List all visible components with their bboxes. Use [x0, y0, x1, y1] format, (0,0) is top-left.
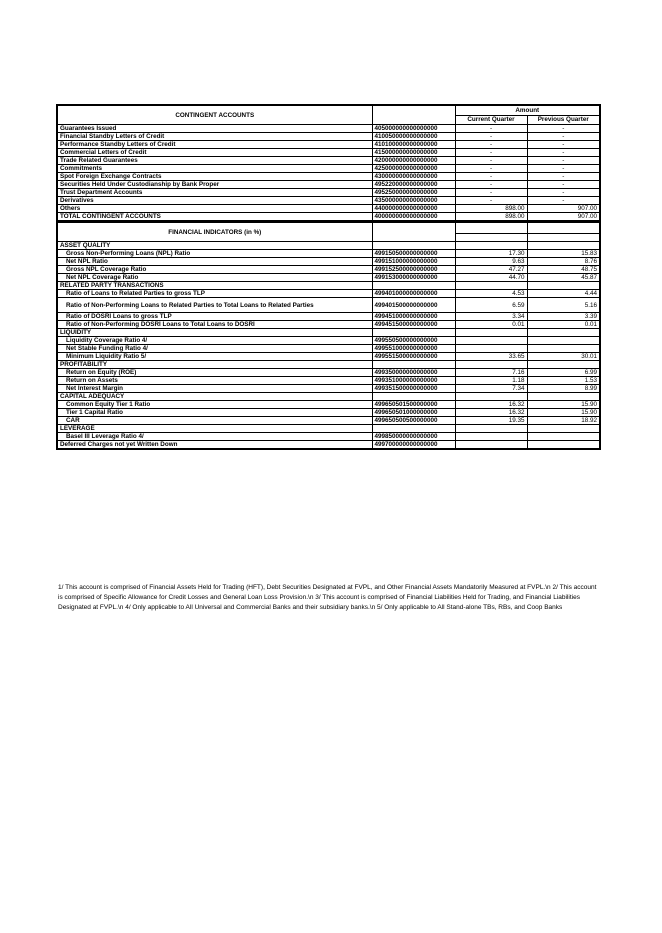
previous-quarter-header: Previous Quarter	[527, 115, 600, 124]
row-label: Ratio of Non-Performing Loans to Related Parties to Total Loans to Related Parties	[57, 298, 372, 313]
previous-quarter-value: -	[527, 197, 600, 205]
account-code: 499401000000000000	[372, 290, 455, 298]
previous-quarter-value	[527, 329, 600, 337]
account-code	[372, 361, 455, 369]
indicator-row	[57, 393, 600, 401]
row-label: CAPITAL ADEQUACY	[57, 393, 372, 401]
previous-quarter-value: -	[527, 173, 600, 181]
current-quarter-value: 16.32	[455, 409, 527, 417]
previous-quarter-value: 8.99	[527, 385, 600, 393]
row-label: Ratio of DOSRI Loans to gross TLP	[57, 313, 372, 321]
contingent-row	[57, 181, 600, 189]
account-code: 400000000000000000	[372, 213, 455, 222]
account-code	[372, 282, 455, 290]
current-quarter-value: -	[455, 141, 527, 149]
contingent-accounts-table	[56, 104, 601, 222]
indicator-row	[57, 401, 600, 409]
financial-indicators-title: FINANCIAL INDICATORS (in %)	[57, 223, 372, 242]
current-quarter-value: -	[455, 157, 527, 165]
indicator-row	[57, 274, 600, 282]
indicator-row	[57, 417, 600, 425]
contingent-row	[57, 165, 600, 173]
account-code: 499351000000000000	[372, 377, 455, 385]
previous-quarter-value: -	[527, 133, 600, 141]
row-label: Gross Non-Performing Loans (NPL) Ratio	[57, 250, 372, 258]
row-label: Guarantees Issued	[57, 125, 372, 133]
indicator-row	[57, 258, 600, 266]
current-quarter-value	[455, 242, 527, 250]
account-code: 495250000000000000	[372, 189, 455, 197]
account-code: 495220000000000000	[372, 181, 455, 189]
previous-quarter-value	[527, 441, 600, 450]
contingent-row	[57, 157, 600, 165]
previous-quarter-value: 0.01	[527, 321, 600, 329]
code-header-blank	[372, 105, 455, 125]
account-code: 499350000000000000	[372, 369, 455, 377]
previous-quarter-value: -	[527, 189, 600, 197]
row-label: Net Interest Margin	[57, 385, 372, 393]
current-quarter-value: -	[455, 197, 527, 205]
current-quarter-value	[455, 425, 527, 433]
indicator-row	[57, 441, 600, 450]
row-label: ASSET QUALITY	[57, 242, 372, 250]
contingent-row	[57, 213, 600, 222]
account-code: 410050000000000000	[372, 133, 455, 141]
row-label: Net NPL Coverage Ratio	[57, 274, 372, 282]
previous-quarter-value: 15.90	[527, 401, 600, 409]
previous-quarter-value: -	[527, 181, 600, 189]
account-code: 499401500000000000	[372, 298, 455, 313]
current-quarter-value: -	[455, 173, 527, 181]
row-label: TOTAL CONTINGENT ACCOUNTS	[57, 213, 372, 222]
current-quarter-value: 4.53	[455, 290, 527, 298]
row-label: Net Stable Funding Ratio 4/	[57, 345, 372, 353]
row-label: Return on Equity (ROE)	[57, 369, 372, 377]
account-code: 435000000000000000	[372, 197, 455, 205]
indicator-row	[57, 290, 600, 298]
previous-quarter-value: -	[527, 125, 600, 133]
current-quarter-value	[455, 345, 527, 353]
account-code	[372, 425, 455, 433]
row-label: RELATED PARTY TRANSACTIONS	[57, 282, 372, 290]
previous-quarter-value: 907.00	[527, 205, 600, 213]
previous-quarter-value: -	[527, 165, 600, 173]
contingent-row	[57, 205, 600, 213]
current-quarter-value: -	[455, 125, 527, 133]
current-quarter-header: Current Quarter	[455, 115, 527, 124]
financial-report-sheet	[56, 104, 599, 450]
account-code: 499451000000000000	[372, 313, 455, 321]
row-label: Common Equity Tier 1 Ratio	[57, 401, 372, 409]
previous-quarter-value: 30.01	[527, 353, 600, 361]
current-quarter-value	[455, 337, 527, 345]
contingent-row	[57, 149, 600, 157]
account-code: 499151000000000000	[372, 258, 455, 266]
financial-indicators-table	[56, 222, 601, 450]
row-label: Net NPL Ratio	[57, 258, 372, 266]
previous-quarter-value: 15.90	[527, 409, 600, 417]
row-label: Securities Held Under Custodianship by Bank Proper	[57, 181, 372, 189]
contingent-row	[57, 189, 600, 197]
row-label: LEVERAGE	[57, 425, 372, 433]
row-label: Liquidity Coverage Ratio 4/	[57, 337, 372, 345]
contingent-row	[57, 133, 600, 141]
account-code: 499650500500000000	[372, 417, 455, 425]
account-code: 415000000000000000	[372, 149, 455, 157]
indicator-row	[57, 385, 600, 393]
previous-quarter-value: -	[527, 149, 600, 157]
previous-quarter-value	[527, 242, 600, 250]
account-code: 405000000000000000	[372, 125, 455, 133]
previous-quarter-value	[527, 393, 600, 401]
previous-quarter-value: 3.39	[527, 313, 600, 321]
previous-quarter-value: 45.87	[527, 274, 600, 282]
account-code	[372, 329, 455, 337]
previous-quarter-value: 1.53	[527, 377, 600, 385]
current-quarter-value: -	[455, 165, 527, 173]
row-label: Derivatives	[57, 197, 372, 205]
indicator-row	[57, 361, 600, 369]
account-code: 499850000000000000	[372, 433, 455, 441]
current-quarter-value: 9.63	[455, 258, 527, 266]
row-label: Spot Foreign Exchange Contracts	[57, 173, 372, 181]
row-label: CAR	[57, 417, 372, 425]
indicator-row	[57, 433, 600, 441]
row-label: Tier 1 Capital Ratio	[57, 409, 372, 417]
current-quarter-value: -	[455, 133, 527, 141]
indicator-code-header-blank	[372, 223, 455, 242]
row-label: Trade Related Guarantees	[57, 157, 372, 165]
account-code: 440000000000000000	[372, 205, 455, 213]
account-code: 499700000000000000	[372, 441, 455, 450]
contingent-row	[57, 197, 600, 205]
indicator-cur-header-blank	[455, 223, 527, 234]
indicator-row	[57, 250, 600, 258]
indicator-row	[57, 345, 600, 353]
current-quarter-value: 3.34	[455, 313, 527, 321]
row-label: Commercial Letters of Credit	[57, 149, 372, 157]
row-label: Basel III Leverage Ratio 4/	[57, 433, 372, 441]
previous-quarter-value	[527, 282, 600, 290]
current-quarter-value: 898.00	[455, 205, 527, 213]
current-quarter-value	[455, 282, 527, 290]
account-code: 499351500000000000	[372, 385, 455, 393]
indicator-row	[57, 353, 600, 361]
indicator-row	[57, 321, 600, 329]
row-label: Return on Assets	[57, 377, 372, 385]
indicator-row	[57, 266, 600, 274]
row-label: Ratio of Non-Performing DOSRI Loans to Total Loans to DOSRI	[57, 321, 372, 329]
indicator-row	[57, 337, 600, 345]
indicator-row	[57, 369, 600, 377]
row-label: Financial Standby Letters of Credit	[57, 133, 372, 141]
current-quarter-value: -	[455, 149, 527, 157]
current-quarter-value: 47.27	[455, 266, 527, 274]
indicator-row	[57, 329, 600, 337]
current-quarter-value: -	[455, 181, 527, 189]
current-quarter-value: 44.70	[455, 274, 527, 282]
account-code	[372, 393, 455, 401]
account-code: 425000000000000000	[372, 165, 455, 173]
account-code	[372, 242, 455, 250]
previous-quarter-value: 907.00	[527, 213, 600, 222]
indicator-row	[57, 298, 600, 313]
current-quarter-value: -	[455, 189, 527, 197]
row-label: PROFITABILITY	[57, 361, 372, 369]
row-label: Commitments	[57, 165, 372, 173]
previous-quarter-value: 4.44	[527, 290, 600, 298]
row-label: Performance Standby Letters of Credit	[57, 141, 372, 149]
current-quarter-value: 33.65	[455, 353, 527, 361]
previous-quarter-value	[527, 337, 600, 345]
account-code: 499650501000000000	[372, 409, 455, 417]
current-quarter-value	[455, 441, 527, 450]
account-code: 499152500000000000	[372, 266, 455, 274]
current-quarter-value: 7.16	[455, 369, 527, 377]
contingent-accounts-title: CONTINGENT ACCOUNTS	[57, 105, 372, 125]
current-quarter-value	[455, 393, 527, 401]
current-quarter-value: 16.32	[455, 401, 527, 409]
row-label: Deferred Charges not yet Written Down	[57, 441, 372, 450]
current-quarter-value	[455, 433, 527, 441]
previous-quarter-value: 15.83	[527, 250, 600, 258]
previous-quarter-value	[527, 361, 600, 369]
current-quarter-value: 1.18	[455, 377, 527, 385]
account-code: 499650501500000000	[372, 401, 455, 409]
current-quarter-value: 0.01	[455, 321, 527, 329]
previous-quarter-value: -	[527, 157, 600, 165]
amount-header: Amount	[455, 105, 600, 115]
row-label: Trust Department Accounts	[57, 189, 372, 197]
previous-quarter-value: 18.92	[527, 417, 600, 425]
indicator-row	[57, 282, 600, 290]
previous-quarter-value: 5.16	[527, 298, 600, 313]
previous-quarter-value: -	[527, 141, 600, 149]
indicator-prev-header-blank	[527, 223, 600, 234]
indicator-row	[57, 425, 600, 433]
account-code: 499550500000000000	[372, 337, 455, 345]
contingent-row	[57, 141, 600, 149]
row-label: Minimum Liquidity Ratio 5/	[57, 353, 372, 361]
previous-quarter-value	[527, 425, 600, 433]
indicator-prev-header-blank-2	[527, 233, 600, 241]
previous-quarter-value: 8.76	[527, 258, 600, 266]
row-label: Gross NPL Coverage Ratio	[57, 266, 372, 274]
account-code: 420000000000000000	[372, 157, 455, 165]
indicator-row	[57, 242, 600, 250]
current-quarter-value	[455, 329, 527, 337]
row-label: Others	[57, 205, 372, 213]
account-code: 499153000000000000	[372, 274, 455, 282]
current-quarter-value: 6.59	[455, 298, 527, 313]
account-code: 499551500000000000	[372, 353, 455, 361]
previous-quarter-value	[527, 345, 600, 353]
indicator-row	[57, 313, 600, 321]
indicator-row	[57, 377, 600, 385]
account-code: 499551000000000000	[372, 345, 455, 353]
contingent-row	[57, 173, 600, 181]
current-quarter-value: 19.35	[455, 417, 527, 425]
account-code: 430000000000000000	[372, 173, 455, 181]
current-quarter-value: 898.00	[455, 213, 527, 222]
account-code: 410100000000000000	[372, 141, 455, 149]
indicator-row	[57, 409, 600, 417]
footnote-text: 1/ This account is comprised of Financial Assets Held for Trading (HFT), Debt Securities Designated at FVPL, and Other Financial Assets Mandatorily Measured at FVPL.\n 2/ This account is comprised of Specific Allowance for Credit Losses and General Loan Loss Provision.\n 3/ This account is comprised of Financial Liabilities Held for Trading, and Financial Liabilities Designated at FVPL.\n 4/ Only applicable to All Universal and Commercial Banks and their subsidiary banks.\n 5/ Only applicable to All Stand-alone TBs, RBs, and Coop Banks	[58, 584, 597, 611]
current-quarter-value: 7.34	[455, 385, 527, 393]
current-quarter-value: 17.30	[455, 250, 527, 258]
contingent-row	[57, 125, 600, 133]
previous-quarter-value: 6.99	[527, 369, 600, 377]
indicator-cur-header-blank-2	[455, 233, 527, 241]
account-code: 499150500000000000	[372, 250, 455, 258]
row-label: Ratio of Loans to Related Parties to gross TLP	[57, 290, 372, 298]
row-label: LIQUIDITY	[57, 329, 372, 337]
previous-quarter-value	[527, 433, 600, 441]
current-quarter-value	[455, 361, 527, 369]
previous-quarter-value: 48.75	[527, 266, 600, 274]
account-code: 499451500000000000	[372, 321, 455, 329]
